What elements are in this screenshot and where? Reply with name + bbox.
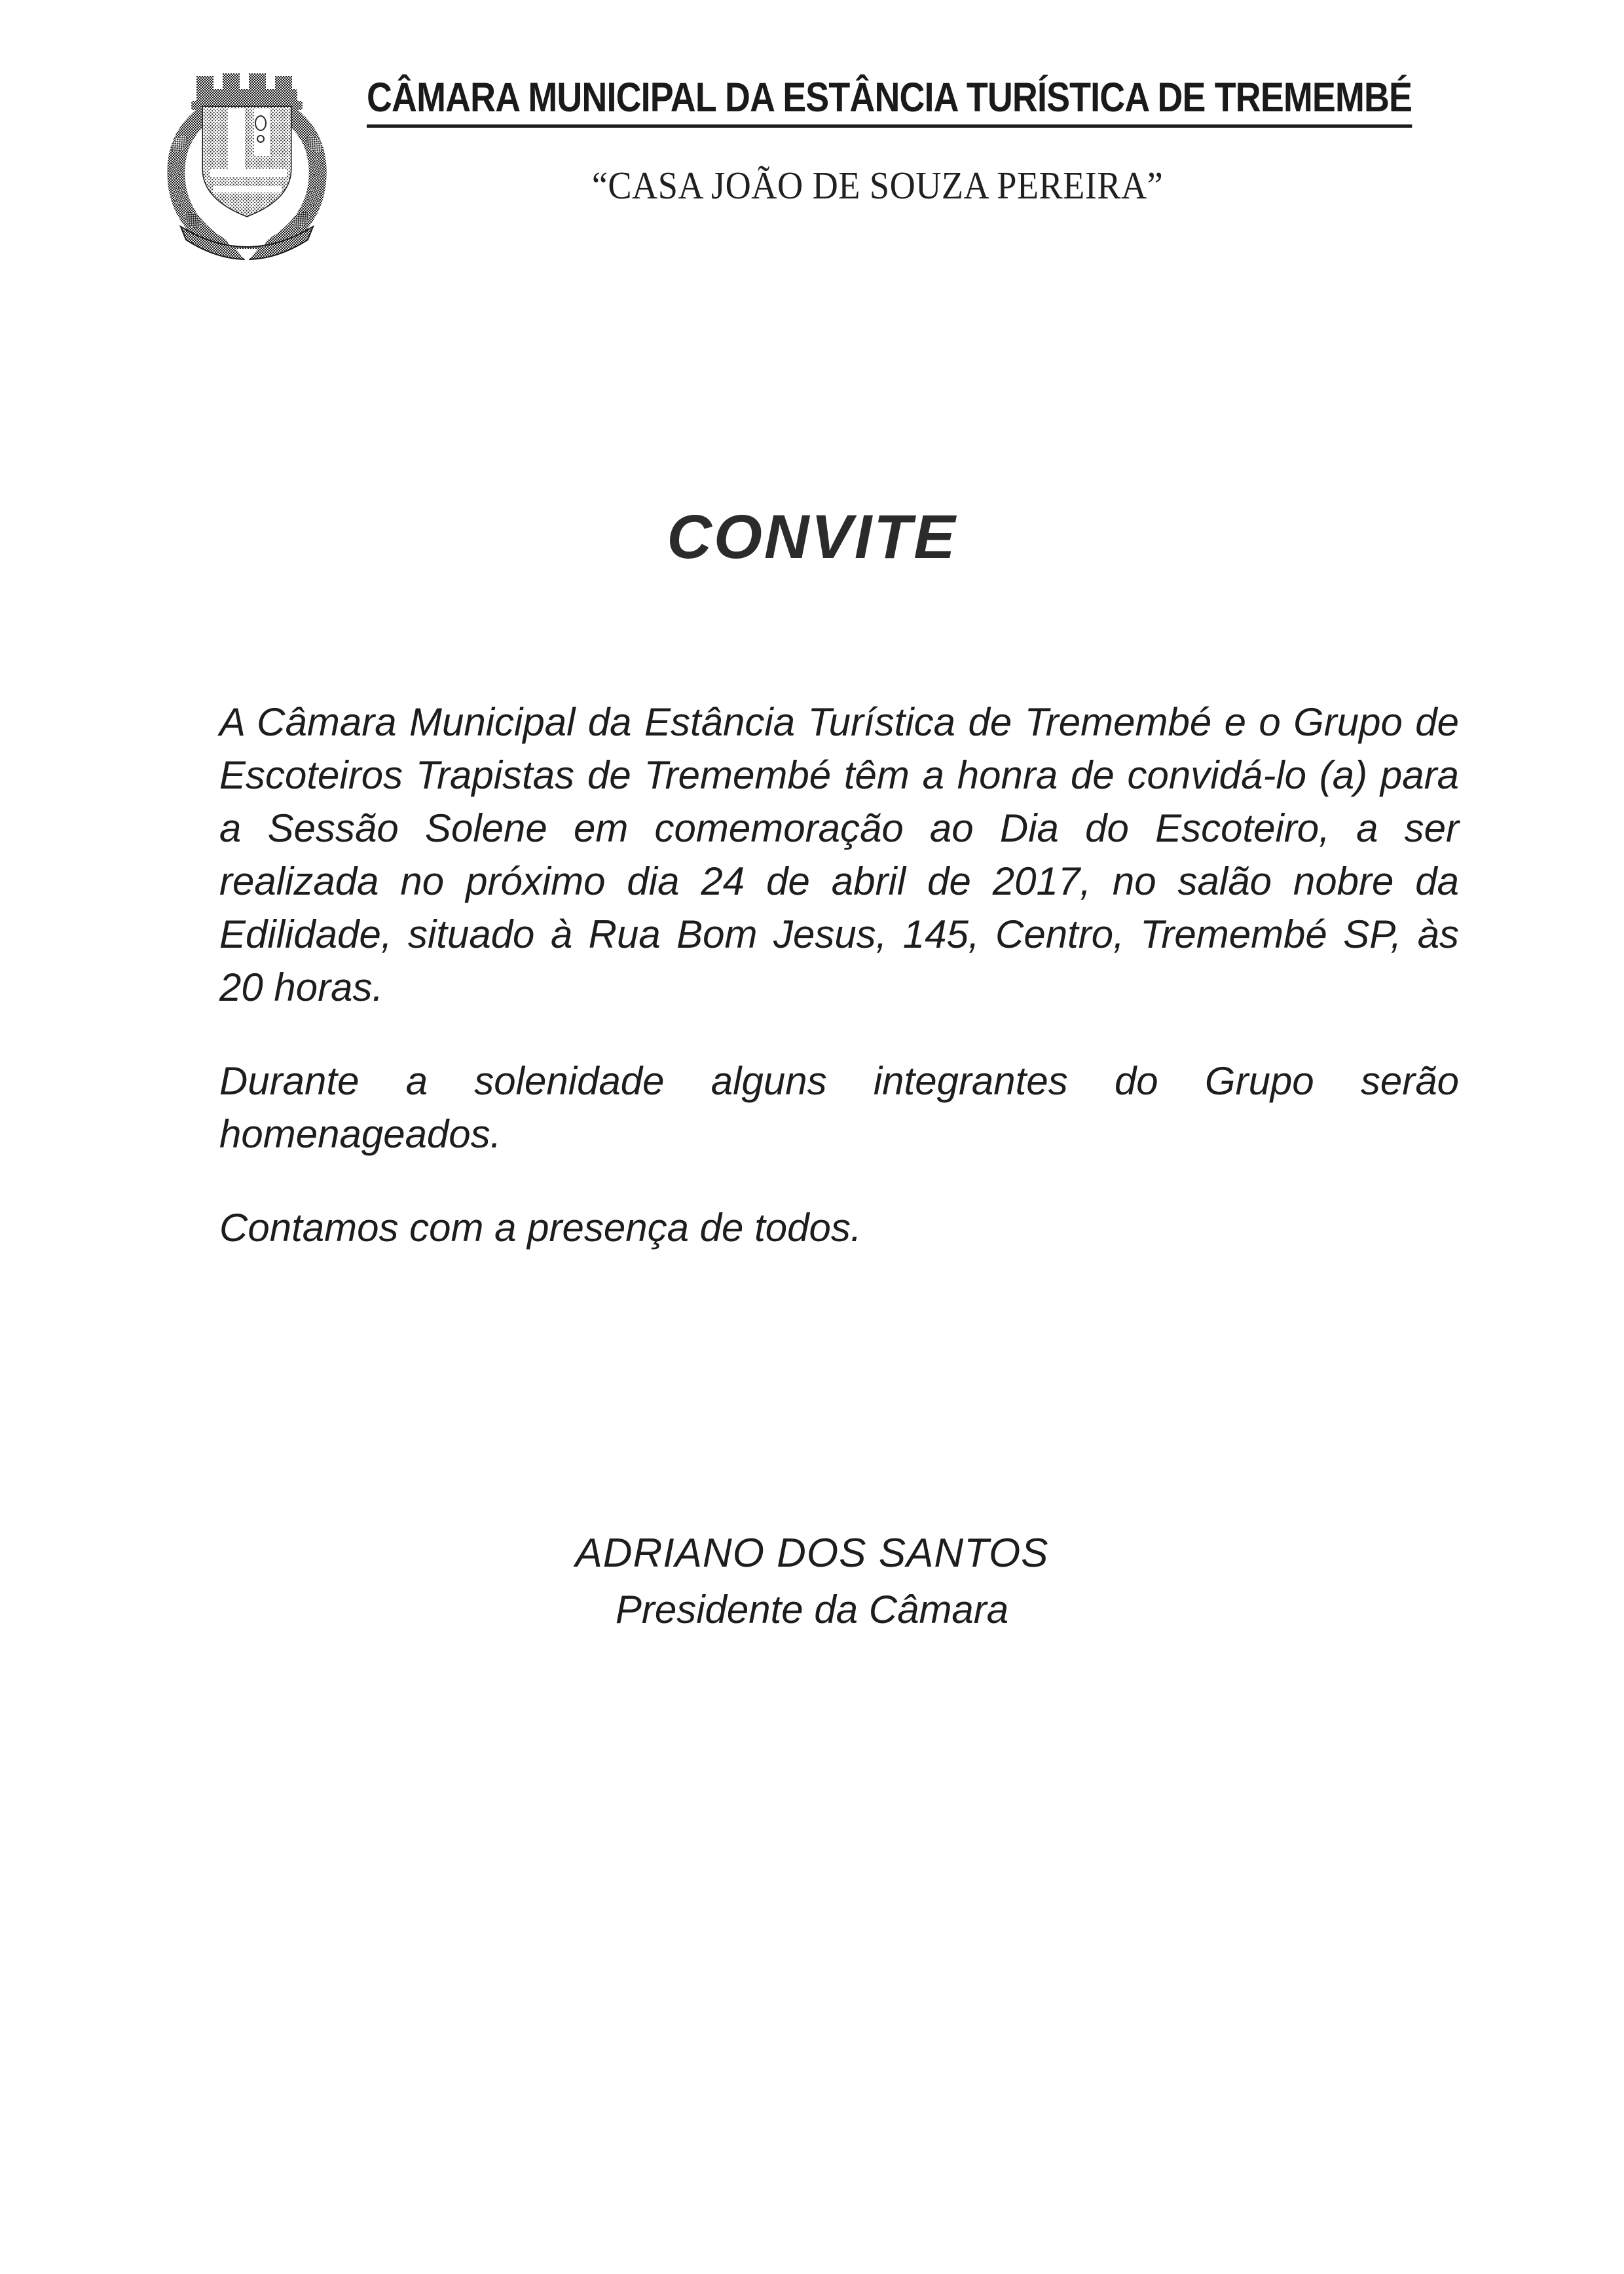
signer-role: Presidente da Câmara [615,1588,1009,1631]
body-paragraph: A Câmara Municipal da Estância Turística de Tremembé e o Grupo de Escoteiros Trapistas de Tremembé têm a honra de convidá-lo (a) para a Sessão Solene em comemoração ao Dia do Escoteiro, a ser realizada no próximo dia 24 de abril de 2017, no salão nobre da Edilidade, situado à Rua Bom Jesus, 145, Centro, Tremembé SP, às 20 horas. [219,700,1459,1009]
signer-name: ADRIANO DOS SANTOS [575,1531,1049,1576]
document-title: CONVITE [667,502,957,572]
coat-of-arms-emblem-icon [162,71,331,266]
organization-subtitle: “CASA JOÃO DE SOUZA PEREIRA” [591,164,1164,207]
letter-body [219,696,1459,1254]
body-paragraph: Contamos com a presença de todos. [219,1206,862,1250]
body-paragraph: Durante a solenidade alguns integrantes do Grupo serão homenageados. [219,1059,1459,1156]
signature-block [0,1530,1624,1632]
letterhead-text [367,77,1414,208]
letterhead [0,0,1624,282]
organization-title: CÂMARA MUNICIPAL DA ESTÂNCIA TURÍSTICA DE TREMEMBÉ [367,77,1412,128]
